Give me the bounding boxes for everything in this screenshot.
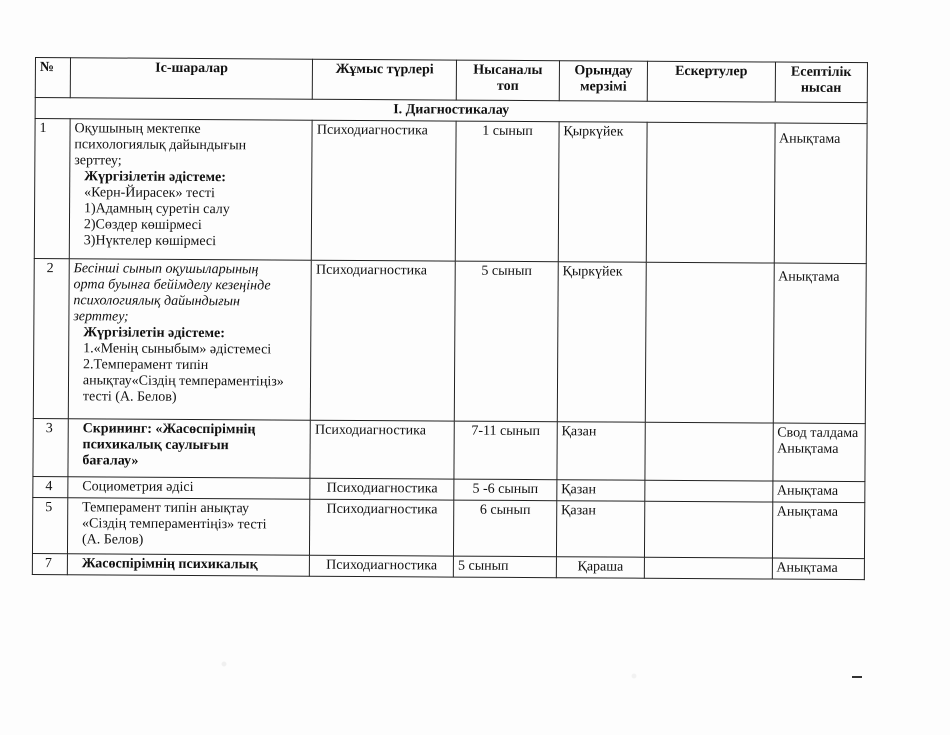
method-heading: Жүргізілетін әдістеме:: [84, 169, 226, 186]
activity-line: Бесінші сынып оқушыларының: [73, 261, 259, 278]
table-row: [33, 418, 865, 481]
scan-bleed-through: [60, 640, 880, 700]
notes-cell: [645, 501, 773, 558]
row-number: 4: [33, 476, 68, 497]
notes-cell: [644, 557, 771, 579]
target-group-cell: 7-11 сынып: [454, 421, 557, 480]
activity-line: психологиялық дайындығын: [74, 137, 247, 154]
activity-line: (А. Белов): [81, 532, 144, 548]
activity-line: зерттеу;: [74, 153, 122, 169]
deadline-cell: Қыркүйек: [558, 122, 647, 263]
header-deadline: Орындау мерзімі: [559, 61, 648, 102]
activity-line: психикалық саулығын: [82, 437, 229, 454]
activity-plan-table: [32, 57, 868, 580]
header-notes: Ескертулер: [647, 61, 775, 102]
activity-cell: [67, 498, 310, 555]
row-number: 7: [32, 553, 67, 574]
deadline-cell: Қазан: [557, 480, 645, 502]
work-type-cell: Психодиагностика: [311, 260, 456, 421]
table-row: [32, 553, 864, 579]
header-no: №: [35, 58, 70, 98]
method-heading: Жүргізілетін әдістеме:: [83, 325, 225, 342]
target-group-cell: 6 сынып: [454, 500, 557, 557]
activity-line: бағалау»: [82, 453, 139, 469]
report-form-cell: Свод талдама Анықтама: [772, 423, 865, 482]
deadline-cell: Қыркүйек: [557, 262, 646, 423]
report-form-cell: Анықтама: [773, 263, 866, 424]
work-type-cell: Психодиагностика: [310, 478, 454, 500]
target-group-cell: 5 сынып: [454, 261, 558, 422]
activity-line: Темперамент типін анықтау: [82, 500, 250, 517]
row-number: 1: [34, 119, 70, 259]
activity-line: 1.«Менің сыныбым» әдістемесі: [83, 341, 272, 358]
header-activities: Іс-шаралар: [70, 58, 313, 99]
activity-line: зерттеу;: [73, 309, 129, 325]
notes-cell: [645, 422, 773, 481]
row-number: 5: [32, 497, 67, 553]
activity-line: анықтау«Сіздің темпераментіңіз»: [82, 373, 284, 390]
activity-line: 3)Нүктелер көшірмесі: [83, 233, 217, 250]
activity-line: Социометрия әдісі: [82, 479, 194, 495]
activity-cell: [68, 259, 311, 420]
activity-line: «Сіздің темпераментіңіз» тесті: [82, 516, 267, 533]
notes-cell: [645, 480, 772, 502]
activity-line: 2.Темперамент типін: [82, 357, 209, 374]
target-group-cell: 5 -6 сынып: [454, 479, 557, 501]
notes-cell: [645, 262, 773, 423]
header-work-types: Жұмыс түрлері: [313, 59, 457, 100]
table-row: [34, 119, 867, 264]
work-type-cell: Психодиагностика: [310, 555, 454, 577]
report-form-cell: Анықтама: [772, 481, 865, 503]
work-type-cell: Психодиагностика: [312, 120, 457, 261]
row-number: 2: [33, 258, 69, 418]
activity-line: Скрининг: «Жасөспірімнің: [82, 421, 256, 438]
table-row: [32, 497, 864, 558]
activity-line: Жасөспірімнің психикалық: [81, 556, 258, 573]
scan-mark: [852, 676, 862, 678]
report-form-cell: Анықтама: [772, 502, 865, 559]
header-report-form: Есептілік нысан: [775, 62, 868, 103]
header-row: [35, 58, 867, 103]
deadline-cell: Қазан: [556, 501, 645, 558]
report-form-cell: Анықтама: [772, 558, 865, 580]
work-type-cell: Психодиагностика: [310, 420, 454, 479]
activity-line: орта буынға бейімделу кезеңінде: [73, 277, 271, 294]
activity-line: «Керн-Йирасек» тесті: [84, 185, 215, 202]
row-number: 3: [33, 418, 68, 476]
activity-line: тесті (А. Белов): [82, 389, 177, 405]
activity-cell: [67, 554, 310, 576]
deadline-cell: Қазан: [557, 422, 646, 481]
activity-cell: [69, 119, 312, 260]
deadline-cell: Қараша: [556, 557, 644, 579]
activity-cell: [68, 477, 311, 499]
activity-line: 2)Сөздер көшірмесі: [83, 217, 202, 234]
activity-line: Оқушының мектепке: [74, 121, 201, 138]
section-title: І. Диагностикалау: [35, 98, 867, 124]
target-group-cell: 5 сынып: [453, 556, 556, 578]
table-row: [33, 258, 866, 423]
report-form-cell: Анықтама: [774, 123, 867, 264]
header-target-group: Нысаналы топ: [456, 60, 559, 101]
target-group-cell: 1 сынып: [455, 121, 559, 262]
activity-line: психологиялық дайындығын: [73, 293, 241, 310]
work-type-cell: Психодиагностика: [310, 499, 454, 556]
activity-cell: [68, 419, 311, 478]
activity-line: 1)Адамның суретін салу: [83, 201, 230, 218]
notes-cell: [646, 122, 774, 263]
